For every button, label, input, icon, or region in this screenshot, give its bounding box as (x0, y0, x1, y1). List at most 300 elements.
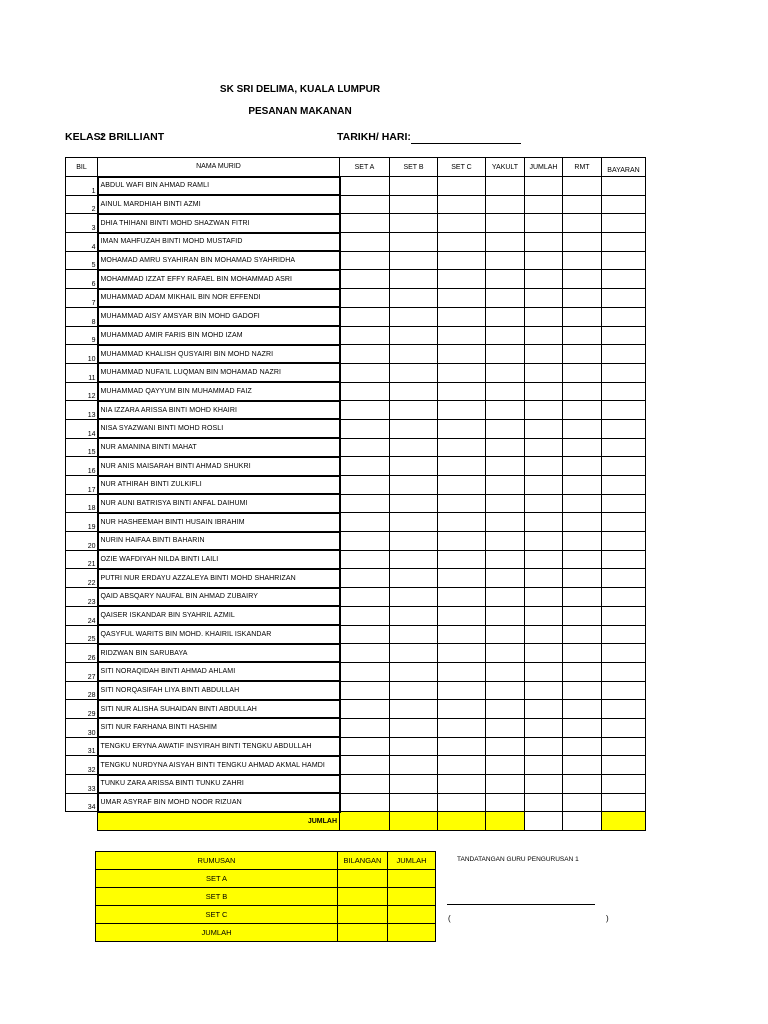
rmt-cell[interactable] (563, 363, 602, 382)
set-b-cell[interactable] (390, 401, 438, 420)
set-a-cell[interactable] (340, 195, 390, 214)
rmt-cell[interactable] (563, 382, 602, 401)
summary-bilangan-cell[interactable] (338, 870, 388, 888)
set-a-cell[interactable] (340, 401, 390, 420)
summary-jumlah-cell[interactable] (388, 924, 436, 942)
row-number: 2 (66, 195, 98, 214)
yakult-cell[interactable] (486, 569, 525, 588)
table-row (66, 307, 646, 326)
jumlah-cell[interactable] (525, 513, 563, 532)
set-a-cell[interactable] (340, 513, 390, 532)
set-a-cell[interactable] (340, 177, 390, 196)
table-row (66, 513, 646, 532)
jumlah-cell[interactable] (525, 233, 563, 252)
student-name: MUHAMMAD AMIR FARIS BIN MOHD IZAM (98, 326, 340, 345)
set-b-cell[interactable] (390, 345, 438, 364)
jumlah-cell[interactable] (525, 606, 563, 625)
set-a-cell[interactable] (340, 382, 390, 401)
set-a-cell[interactable] (340, 588, 390, 607)
yakult-cell[interactable] (486, 382, 525, 401)
summary-header-row (96, 852, 436, 870)
yakult-cell[interactable] (486, 251, 525, 270)
set-b-cell[interactable] (390, 644, 438, 663)
yakult-cell[interactable] (486, 681, 525, 700)
jumlah-cell[interactable] (525, 775, 563, 794)
yakult-cell[interactable] (486, 345, 525, 364)
bayaran-cell[interactable] (602, 382, 646, 401)
rmt-cell[interactable] (563, 606, 602, 625)
jumlah-cell[interactable] (525, 550, 563, 569)
yakult-cell[interactable] (486, 550, 525, 569)
yakult-cell[interactable] (486, 177, 525, 196)
jumlah-cell[interactable] (525, 438, 563, 457)
set-c-cell[interactable] (438, 793, 486, 812)
set-a-cell[interactable] (340, 625, 390, 644)
bayaran-cell[interactable] (602, 775, 646, 794)
set-b-cell[interactable] (390, 718, 438, 737)
rmt-cell[interactable] (563, 569, 602, 588)
rmt-cell[interactable] (563, 476, 602, 495)
jumlah-cell[interactable] (525, 457, 563, 476)
rmt-cell[interactable] (563, 756, 602, 775)
set-b-cell[interactable] (390, 681, 438, 700)
set-b-cell[interactable] (390, 793, 438, 812)
row-number: 29 (66, 700, 98, 719)
summary-jumlah-cell[interactable] (388, 906, 436, 924)
jumlah-cell[interactable] (525, 307, 563, 326)
yakult-cell[interactable] (486, 270, 525, 289)
yakult-cell[interactable] (486, 494, 525, 513)
bayaran-cell[interactable] (602, 681, 646, 700)
row-number: 34 (66, 793, 98, 812)
bayaran-cell[interactable] (602, 476, 646, 495)
set-a-cell[interactable] (340, 775, 390, 794)
bayaran-cell[interactable] (602, 588, 646, 607)
set-a-cell[interactable] (340, 737, 390, 756)
yakult-cell[interactable] (486, 214, 525, 233)
total-blank (66, 812, 98, 831)
set-b-cell[interactable] (390, 625, 438, 644)
summary-bilangan-cell[interactable] (338, 924, 388, 942)
date-blank-line[interactable] (411, 143, 521, 144)
set-c-cell[interactable] (438, 270, 486, 289)
set-b-cell[interactable] (390, 737, 438, 756)
set-a-cell[interactable] (340, 550, 390, 569)
set-a-cell[interactable] (340, 270, 390, 289)
summary-label: SET B (96, 888, 338, 906)
yakult-cell[interactable] (486, 401, 525, 420)
yakult-cell[interactable] (486, 718, 525, 737)
row-number: 13 (66, 401, 98, 420)
total-yakult-cell[interactable] (486, 812, 525, 831)
table-row (66, 457, 646, 476)
rmt-cell[interactable] (563, 419, 602, 438)
set-c-cell[interactable] (438, 419, 486, 438)
set-a-cell[interactable] (340, 214, 390, 233)
jumlah-cell[interactable] (525, 532, 563, 551)
rmt-cell[interactable] (563, 681, 602, 700)
jumlah-cell[interactable] (525, 214, 563, 233)
student-name: SITI NORQASIFAH LIYA BINTI ABDULLAH (98, 681, 340, 700)
jumlah-cell[interactable] (525, 345, 563, 364)
jumlah-cell[interactable] (525, 195, 563, 214)
set-c-cell[interactable] (438, 345, 486, 364)
jumlah-cell[interactable] (525, 793, 563, 812)
set-c-cell[interactable] (438, 644, 486, 663)
set-c-cell[interactable] (438, 494, 486, 513)
set-a-cell[interactable] (340, 718, 390, 737)
rmt-cell[interactable] (563, 195, 602, 214)
row-number: 17 (66, 476, 98, 495)
row-number: 31 (66, 737, 98, 756)
summary-header-rumusan: RUMUSAN (96, 852, 338, 870)
bayaran-cell[interactable] (602, 569, 646, 588)
set-a-cell[interactable] (340, 681, 390, 700)
set-b-cell[interactable] (390, 476, 438, 495)
total-rmt-cell[interactable] (563, 812, 602, 831)
set-a-cell[interactable] (340, 532, 390, 551)
rmt-cell[interactable] (563, 270, 602, 289)
summary-jumlah-cell[interactable] (388, 888, 436, 906)
student-name: MUHAMMAD QAYYUM BIN MUHAMMAD FAIZ (98, 382, 340, 401)
jumlah-cell[interactable] (525, 756, 563, 775)
bayaran-cell[interactable] (602, 644, 646, 663)
set-c-cell[interactable] (438, 532, 486, 551)
bayaran-cell[interactable] (602, 363, 646, 382)
set-c-cell[interactable] (438, 550, 486, 569)
set-c-cell[interactable] (438, 718, 486, 737)
set-b-cell[interactable] (390, 251, 438, 270)
student-name: ABDUL WAFI BIN AHMAD RAMLI (98, 177, 340, 196)
set-b-cell[interactable] (390, 289, 438, 308)
summary-jumlah-cell[interactable] (388, 870, 436, 888)
yakult-cell[interactable] (486, 793, 525, 812)
yakult-cell[interactable] (486, 363, 525, 382)
bayaran-cell[interactable] (602, 457, 646, 476)
set-b-cell[interactable] (390, 606, 438, 625)
set-c-cell[interactable] (438, 233, 486, 252)
bayaran-cell[interactable] (602, 401, 646, 420)
jumlah-cell[interactable] (525, 494, 563, 513)
set-a-cell[interactable] (340, 307, 390, 326)
total-set-c-cell[interactable] (438, 812, 486, 831)
set-c-cell[interactable] (438, 214, 486, 233)
header-nama: NAMA MURID (98, 158, 340, 177)
rmt-cell[interactable] (563, 251, 602, 270)
bayaran-cell[interactable] (602, 251, 646, 270)
bayaran-cell[interactable] (602, 345, 646, 364)
rmt-cell[interactable] (563, 345, 602, 364)
rmt-cell[interactable] (563, 513, 602, 532)
set-a-cell[interactable] (340, 363, 390, 382)
header-set-c: SET C (438, 158, 486, 177)
set-a-cell[interactable] (340, 476, 390, 495)
total-bayaran-cell[interactable] (602, 812, 646, 831)
row-number: 22 (66, 569, 98, 588)
yakult-cell[interactable] (486, 419, 525, 438)
yakult-cell[interactable] (486, 195, 525, 214)
rmt-cell[interactable] (563, 307, 602, 326)
table-row (66, 718, 646, 737)
rmt-cell[interactable] (563, 532, 602, 551)
set-b-cell[interactable] (390, 457, 438, 476)
set-b-cell[interactable] (390, 382, 438, 401)
jumlah-cell[interactable] (525, 251, 563, 270)
summary-bilangan-cell[interactable] (338, 888, 388, 906)
rmt-cell[interactable] (563, 177, 602, 196)
bayaran-cell[interactable] (602, 606, 646, 625)
row-number: 18 (66, 494, 98, 513)
bayaran-cell[interactable] (602, 289, 646, 308)
set-c-cell[interactable] (438, 476, 486, 495)
jumlah-cell[interactable] (525, 737, 563, 756)
student-name: NISA SYAZWANI BINTI MOHD ROSLI (98, 419, 340, 438)
set-b-cell[interactable] (390, 662, 438, 681)
bayaran-cell[interactable] (602, 700, 646, 719)
bayaran-cell[interactable] (602, 625, 646, 644)
jumlah-cell[interactable] (525, 644, 563, 663)
set-c-cell[interactable] (438, 662, 486, 681)
rmt-cell[interactable] (563, 625, 602, 644)
table-row (66, 532, 646, 551)
jumlah-cell[interactable] (525, 419, 563, 438)
bayaran-cell[interactable] (602, 214, 646, 233)
set-b-cell[interactable] (390, 438, 438, 457)
rmt-cell[interactable] (563, 438, 602, 457)
jumlah-cell[interactable] (525, 662, 563, 681)
jumlah-cell[interactable] (525, 625, 563, 644)
rmt-cell[interactable] (563, 793, 602, 812)
set-a-cell[interactable] (340, 662, 390, 681)
set-c-cell[interactable] (438, 177, 486, 196)
total-set-a-cell[interactable] (340, 812, 390, 831)
set-c-cell[interactable] (438, 251, 486, 270)
yakult-cell[interactable] (486, 662, 525, 681)
student-name: MOHAMMAD IZZAT EFFY RAFAEL BIN MOHAMMAD ASRI (98, 270, 340, 289)
set-a-cell[interactable] (340, 494, 390, 513)
rmt-cell[interactable] (563, 644, 602, 663)
set-c-cell[interactable] (438, 756, 486, 775)
set-b-cell[interactable] (390, 214, 438, 233)
bayaran-cell[interactable] (602, 513, 646, 532)
jumlah-cell[interactable] (525, 270, 563, 289)
set-b-cell[interactable] (390, 700, 438, 719)
set-c-cell[interactable] (438, 289, 486, 308)
set-a-cell[interactable] (340, 644, 390, 663)
rmt-cell[interactable] (563, 457, 602, 476)
set-b-cell[interactable] (390, 270, 438, 289)
jumlah-cell[interactable] (525, 476, 563, 495)
yakult-cell[interactable] (486, 737, 525, 756)
rmt-cell[interactable] (563, 401, 602, 420)
rmt-cell[interactable] (563, 214, 602, 233)
set-b-cell[interactable] (390, 233, 438, 252)
table-row (66, 345, 646, 364)
yakult-cell[interactable] (486, 588, 525, 607)
jumlah-cell[interactable] (525, 326, 563, 345)
rmt-cell[interactable] (563, 233, 602, 252)
row-number: 6 (66, 270, 98, 289)
set-c-cell[interactable] (438, 307, 486, 326)
set-c-cell[interactable] (438, 457, 486, 476)
set-c-cell[interactable] (438, 382, 486, 401)
yakult-cell[interactable] (486, 625, 525, 644)
set-b-cell[interactable] (390, 569, 438, 588)
bayaran-cell[interactable] (602, 756, 646, 775)
set-a-cell[interactable] (340, 345, 390, 364)
total-set-b-cell[interactable] (390, 812, 438, 831)
bayaran-cell[interactable] (602, 793, 646, 812)
bayaran-cell[interactable] (602, 419, 646, 438)
bayaran-cell[interactable] (602, 550, 646, 569)
set-b-cell[interactable] (390, 307, 438, 326)
set-c-cell[interactable] (438, 588, 486, 607)
signature-line[interactable] (447, 904, 595, 905)
set-b-cell[interactable] (390, 363, 438, 382)
set-b-cell[interactable] (390, 532, 438, 551)
yakult-cell[interactable] (486, 644, 525, 663)
set-a-cell[interactable] (340, 419, 390, 438)
jumlah-cell[interactable] (525, 363, 563, 382)
set-c-cell[interactable] (438, 513, 486, 532)
set-c-cell[interactable] (438, 569, 486, 588)
set-c-cell[interactable] (438, 195, 486, 214)
rmt-cell[interactable] (563, 289, 602, 308)
yakult-cell[interactable] (486, 457, 525, 476)
set-c-cell[interactable] (438, 438, 486, 457)
set-a-cell[interactable] (340, 700, 390, 719)
table-row (66, 737, 646, 756)
set-a-cell[interactable] (340, 438, 390, 457)
row-number: 11 (66, 363, 98, 382)
set-a-cell[interactable] (340, 569, 390, 588)
bayaran-cell[interactable] (602, 270, 646, 289)
set-a-cell[interactable] (340, 606, 390, 625)
row-number: 32 (66, 756, 98, 775)
student-name: UMAR ASYRAF BIN MOHD NOOR RIZUAN (98, 793, 340, 812)
table-row (66, 195, 646, 214)
set-b-cell[interactable] (390, 494, 438, 513)
yakult-cell[interactable] (486, 775, 525, 794)
bayaran-cell[interactable] (602, 718, 646, 737)
yakult-cell[interactable] (486, 513, 525, 532)
jumlah-cell[interactable] (525, 177, 563, 196)
set-a-cell[interactable] (340, 326, 390, 345)
set-b-cell[interactable] (390, 588, 438, 607)
set-a-cell[interactable] (340, 233, 390, 252)
jumlah-cell[interactable] (525, 681, 563, 700)
bayaran-cell[interactable] (602, 307, 646, 326)
set-b-cell[interactable] (390, 775, 438, 794)
jumlah-cell[interactable] (525, 718, 563, 737)
set-c-cell[interactable] (438, 606, 486, 625)
header-set-a: SET A (340, 158, 390, 177)
jumlah-cell[interactable] (525, 401, 563, 420)
rmt-cell[interactable] (563, 718, 602, 737)
set-b-cell[interactable] (390, 756, 438, 775)
yakult-cell[interactable] (486, 756, 525, 775)
set-b-cell[interactable] (390, 550, 438, 569)
rmt-cell[interactable] (563, 662, 602, 681)
total-jumlah-cell[interactable] (525, 812, 563, 831)
rmt-cell[interactable] (563, 550, 602, 569)
yakult-cell[interactable] (486, 326, 525, 345)
set-a-cell[interactable] (340, 793, 390, 812)
bayaran-cell[interactable] (602, 233, 646, 252)
table-row (66, 401, 646, 420)
set-c-cell[interactable] (438, 775, 486, 794)
bayaran-cell[interactable] (602, 662, 646, 681)
yakult-cell[interactable] (486, 476, 525, 495)
set-a-cell[interactable] (340, 756, 390, 775)
jumlah-cell[interactable] (525, 700, 563, 719)
table-row (66, 662, 646, 681)
bayaran-cell[interactable] (602, 737, 646, 756)
rmt-cell[interactable] (563, 775, 602, 794)
set-b-cell[interactable] (390, 177, 438, 196)
row-number: 33 (66, 775, 98, 794)
bayaran-cell[interactable] (602, 195, 646, 214)
set-c-cell[interactable] (438, 326, 486, 345)
rmt-cell[interactable] (563, 494, 602, 513)
set-b-cell[interactable] (390, 326, 438, 345)
set-a-cell[interactable] (340, 251, 390, 270)
yakult-cell[interactable] (486, 233, 525, 252)
summary-row (96, 888, 436, 906)
bayaran-cell[interactable] (602, 438, 646, 457)
row-number: 21 (66, 550, 98, 569)
set-b-cell[interactable] (390, 419, 438, 438)
set-b-cell[interactable] (390, 195, 438, 214)
yakult-cell[interactable] (486, 289, 525, 308)
summary-row (96, 924, 436, 942)
rmt-cell[interactable] (563, 700, 602, 719)
set-c-cell[interactable] (438, 401, 486, 420)
jumlah-cell[interactable] (525, 382, 563, 401)
table-row (66, 681, 646, 700)
yakult-cell[interactable] (486, 438, 525, 457)
row-number: 24 (66, 606, 98, 625)
jumlah-cell[interactable] (525, 289, 563, 308)
header-rmt: RMT (563, 158, 602, 177)
bayaran-cell[interactable] (602, 532, 646, 551)
set-c-cell[interactable] (438, 625, 486, 644)
rmt-cell[interactable] (563, 737, 602, 756)
summary-bilangan-cell[interactable] (338, 906, 388, 924)
jumlah-cell[interactable] (525, 569, 563, 588)
total-label: JUMLAH (98, 812, 340, 831)
yakult-cell[interactable] (486, 700, 525, 719)
set-a-cell[interactable] (340, 457, 390, 476)
set-c-cell[interactable] (438, 737, 486, 756)
rmt-cell[interactable] (563, 588, 602, 607)
yakult-cell[interactable] (486, 606, 525, 625)
set-c-cell[interactable] (438, 363, 486, 382)
student-name: QAID ABSQARY NAUFAL BIN AHMAD ZUBAIRY (98, 588, 340, 607)
yakult-cell[interactable] (486, 532, 525, 551)
set-c-cell[interactable] (438, 681, 486, 700)
set-a-cell[interactable] (340, 289, 390, 308)
jumlah-cell[interactable] (525, 588, 563, 607)
yakult-cell[interactable] (486, 307, 525, 326)
bayaran-cell[interactable] (602, 494, 646, 513)
set-c-cell[interactable] (438, 700, 486, 719)
bayaran-cell[interactable] (602, 326, 646, 345)
bayaran-cell[interactable] (602, 177, 646, 196)
set-b-cell[interactable] (390, 513, 438, 532)
student-name: DHIA THIHANI BINTI MOHD SHAZWAN FITRI (98, 214, 340, 233)
rmt-cell[interactable] (563, 326, 602, 345)
